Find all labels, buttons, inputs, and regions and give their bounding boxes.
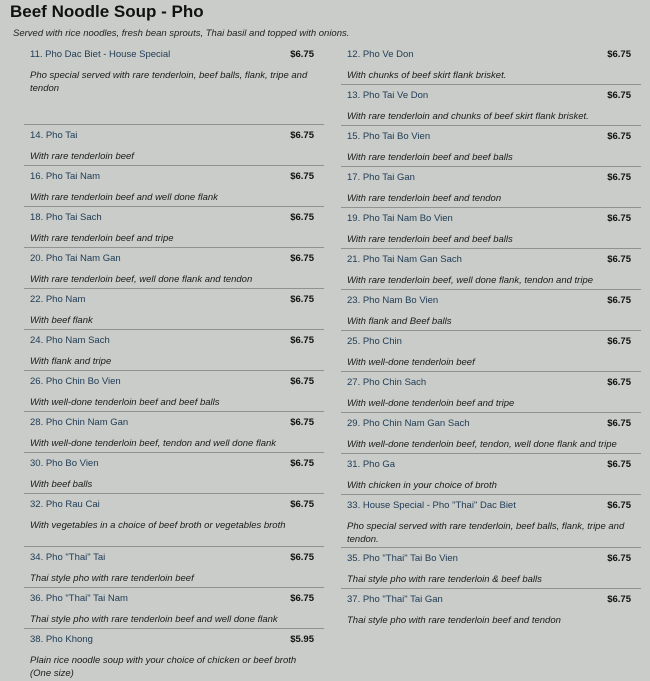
- item-description: Thai style pho with rare tenderloin beef: [30, 573, 194, 584]
- item-name: 21. Pho Tai Nam Gan Sach: [347, 254, 462, 265]
- item-price: $6.75: [290, 253, 314, 264]
- menu-item[interactable]: [24, 629, 324, 681]
- item-price: $6.75: [290, 49, 314, 60]
- item-price: $6.75: [290, 552, 314, 563]
- item-description: With well-done tenderloin beef, tendon, well done flank and tripe: [347, 439, 617, 450]
- item-price: $6.75: [290, 335, 314, 346]
- menu-item[interactable]: [341, 249, 641, 289]
- item-price: $6.75: [290, 212, 314, 223]
- menu-item[interactable]: [24, 330, 324, 370]
- page-title: Beef Noodle Soup - Pho: [10, 2, 204, 21]
- item-description: With rare tenderloin beef and tripe: [30, 233, 174, 244]
- item-name: 31. Pho Ga: [347, 459, 396, 470]
- item-name: 18. Pho Tai Sach: [30, 212, 102, 223]
- item-description: With well-done tenderloin beef and tripe: [347, 398, 515, 409]
- menu-item[interactable]: [24, 125, 324, 165]
- menu-item[interactable]: [24, 453, 324, 493]
- menu-item[interactable]: [341, 548, 641, 588]
- item-name: 26. Pho Chin Bo Vien: [30, 376, 121, 387]
- item-name: 32. Pho Rau Cai: [30, 499, 100, 510]
- menu-item[interactable]: [24, 207, 324, 247]
- item-name: 17. Pho Tai Gan: [347, 172, 415, 183]
- menu-item[interactable]: [341, 208, 641, 248]
- item-description: With vegetables in a choice of beef broth or vegetables broth: [30, 520, 286, 531]
- item-price: $6.75: [607, 172, 631, 183]
- item-name: 22. Pho Nam: [30, 294, 86, 305]
- menu-item[interactable]: [24, 494, 324, 546]
- item-name: 19. Pho Tai Nam Bo Vien: [347, 213, 453, 224]
- menu-item[interactable]: [24, 289, 324, 329]
- item-price: $5.95: [290, 634, 314, 645]
- item-price: $6.75: [290, 130, 314, 141]
- item-name: 29. Pho Chin Nam Gan Sach: [347, 418, 470, 429]
- menu-item[interactable]: [24, 166, 324, 206]
- menu-item[interactable]: [341, 44, 641, 84]
- item-description: With beef flank: [30, 315, 93, 326]
- item-price: $6.75: [607, 500, 631, 511]
- item-price: $6.75: [607, 295, 631, 306]
- item-name: 33. House Special - Pho "Thai" Dac Biet: [347, 500, 516, 511]
- menu-item[interactable]: [341, 331, 641, 371]
- item-price: $6.75: [290, 417, 314, 428]
- menu-item[interactable]: [24, 248, 324, 288]
- item-price: $6.75: [290, 593, 314, 604]
- item-description: With flank and tripe: [30, 356, 112, 367]
- menu-item[interactable]: [24, 412, 324, 452]
- item-description: With rare tenderloin and chunks of beef skirt flank brisket.: [347, 111, 589, 122]
- item-name: 28. Pho Chin Nam Gan: [30, 417, 129, 428]
- menu-column-right: [341, 44, 641, 629]
- item-price: $6.75: [607, 459, 631, 470]
- item-name: 11. Pho Dac Biet - House Special: [30, 49, 171, 60]
- item-name: 15. Pho Tai Bo Vien: [347, 131, 431, 142]
- item-description: With rare tenderloin beef and beef balls: [347, 152, 513, 163]
- item-price: $6.75: [607, 336, 631, 347]
- menu-item[interactable]: [341, 290, 641, 330]
- item-price: $6.75: [607, 90, 631, 101]
- item-name: 36. Pho "Thai" Tai Nam: [30, 593, 128, 604]
- item-description: Pho special served with rare tenderloin, beef balls, flank, tripe and tendon: [30, 70, 308, 94]
- item-price: $6.75: [607, 131, 631, 142]
- item-description: With chicken in your choice of broth: [347, 480, 497, 491]
- menu-item[interactable]: [24, 588, 324, 628]
- menu-item[interactable]: [341, 589, 641, 629]
- item-description: With beef balls: [30, 479, 93, 490]
- menu-item[interactable]: [24, 44, 324, 97]
- menu-item[interactable]: [341, 495, 641, 547]
- item-price: $6.75: [290, 376, 314, 387]
- item-price: $6.75: [607, 553, 631, 564]
- item-description: With chunks of beef skirt flank brisket.: [347, 70, 507, 81]
- item-name: 37. Pho "Thai" Tai Gan: [347, 594, 443, 605]
- item-name: 25. Pho Chin: [347, 336, 402, 347]
- item-name: 34. Pho "Thai" Tai: [30, 552, 106, 563]
- item-description: Thai style pho with rare tenderloin beef and well done flank: [30, 614, 278, 625]
- item-price: $6.75: [290, 171, 314, 182]
- item-description: With rare tenderloin beef: [30, 151, 134, 162]
- menu-item[interactable]: [341, 85, 641, 125]
- item-name: 13. Pho Tai Ve Don: [347, 90, 429, 101]
- item-price: $6.75: [607, 254, 631, 265]
- item-price: $6.75: [290, 499, 314, 510]
- menu-item[interactable]: [341, 126, 641, 166]
- item-price: $6.75: [290, 458, 314, 469]
- item-price: $6.75: [607, 49, 631, 60]
- menu-item[interactable]: [341, 454, 641, 494]
- menu-item[interactable]: [341, 413, 641, 453]
- item-description: Thai style pho with rare tenderloin & beef balls: [347, 574, 542, 585]
- item-description: With rare tenderloin beef, well done flank and tendon: [30, 274, 253, 285]
- item-name: 16. Pho Tai Nam: [30, 171, 101, 182]
- item-price: $6.75: [607, 377, 631, 388]
- item-name: 38. Pho Khong: [30, 634, 93, 645]
- item-name: 20. Pho Tai Nam Gan: [30, 253, 121, 264]
- menu-column-left: [24, 44, 324, 681]
- item-description: With well-done tenderloin beef and beef balls: [30, 397, 220, 408]
- item-description: With rare tenderloin beef and well done flank: [30, 192, 218, 203]
- item-name: 14. Pho Tai: [30, 130, 78, 141]
- item-description: With rare tenderloin beef and beef balls: [347, 234, 513, 245]
- item-name: 23. Pho Nam Bo Vien: [347, 295, 439, 306]
- item-name: 12. Pho Ve Don: [347, 49, 414, 60]
- menu-item[interactable]: [341, 372, 641, 412]
- item-name: 24. Pho Nam Sach: [30, 335, 110, 346]
- item-description: Plain rice noodle soup with your choice of chicken or beef broth (One size): [30, 655, 297, 679]
- item-description: With well-done tenderloin beef, tendon and well done flank: [30, 438, 277, 449]
- item-price: $6.75: [607, 594, 631, 605]
- item-description: With flank and Beef balls: [347, 316, 452, 327]
- menu-item[interactable]: [24, 547, 324, 587]
- page-subtitle: Served with rice noodles, fresh bean sprouts, Thai basil and topped with onions.: [13, 28, 350, 39]
- item-name: 30. Pho Bo Vien: [30, 458, 99, 469]
- item-price: $6.75: [607, 418, 631, 429]
- item-name: 27. Pho Chin Sach: [347, 377, 427, 388]
- item-price: $6.75: [607, 213, 631, 224]
- menu-item[interactable]: [24, 371, 324, 411]
- item-description: Pho special served with rare tenderloin, beef balls, flank, tripe and tendon.: [347, 521, 625, 545]
- item-name: 35. Pho "Thai" Tai Bo Vien: [347, 553, 458, 564]
- item-description: With rare tenderloin beef and tendon: [347, 193, 502, 204]
- item-description: Thai style pho with rare tenderloin beef and tendon: [347, 615, 561, 626]
- item-description: With rare tenderloin beef, well done flank, tendon and tripe: [347, 275, 594, 286]
- menu-item[interactable]: [341, 167, 641, 207]
- item-description: With well-done tenderloin beef: [347, 357, 475, 368]
- item-price: $6.75: [290, 294, 314, 305]
